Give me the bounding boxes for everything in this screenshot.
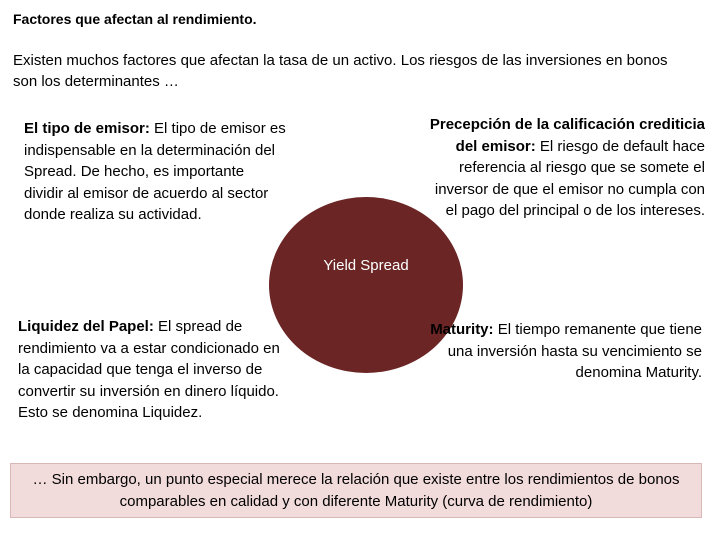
yield-spread-label: Yield Spread bbox=[323, 257, 409, 274]
maturity-text: El tiempo remanente que tiene una inversión hasta su vencimiento se denomina Maturity. bbox=[447, 321, 702, 381]
maturity-block bbox=[430, 319, 702, 384]
calificacion-heading: Precepción de la calificación crediticia del emisor: bbox=[429, 116, 705, 155]
emisor-block bbox=[24, 118, 286, 226]
maturity-heading: Maturity: bbox=[430, 321, 494, 338]
footer-note: … Sin embargo, un punto especial merece la relación que existe entre los rendimientos de bonos comparables en calidad y con diferente Maturity (curva de rendimiento) bbox=[10, 463, 702, 518]
calificacion-block bbox=[428, 114, 705, 222]
page-title: Factores que afectan al rendimiento. bbox=[13, 11, 257, 27]
liquidez-text: El spread de rendimiento va a estar condicionado en la capacidad que tenga el inverso de convertir su inversión en dinero líquido. Esto se denomina Liquidez. bbox=[18, 318, 280, 421]
intro-text: Existen muchos factores que afectan la tasa de un activo. Los riesgos de las inversiones en bonos son los determinantes … bbox=[13, 52, 668, 90]
emisor-text: El tipo de emisor es indispensable en la determinación del Spread. De hecho, es importante dividir al emisor de acuerdo al sector donde realiza su actividad. bbox=[24, 120, 286, 223]
liquidez-heading: Liquidez del Papel: bbox=[18, 318, 154, 335]
liquidez-block bbox=[18, 316, 290, 424]
emisor-heading: El tipo de emisor: bbox=[24, 120, 150, 137]
calificacion-text: El riesgo de default hace referencia al riesgo que se somete el inversor de que el emisor no cumpla con el pago del principal o de los intereses. bbox=[434, 137, 705, 219]
